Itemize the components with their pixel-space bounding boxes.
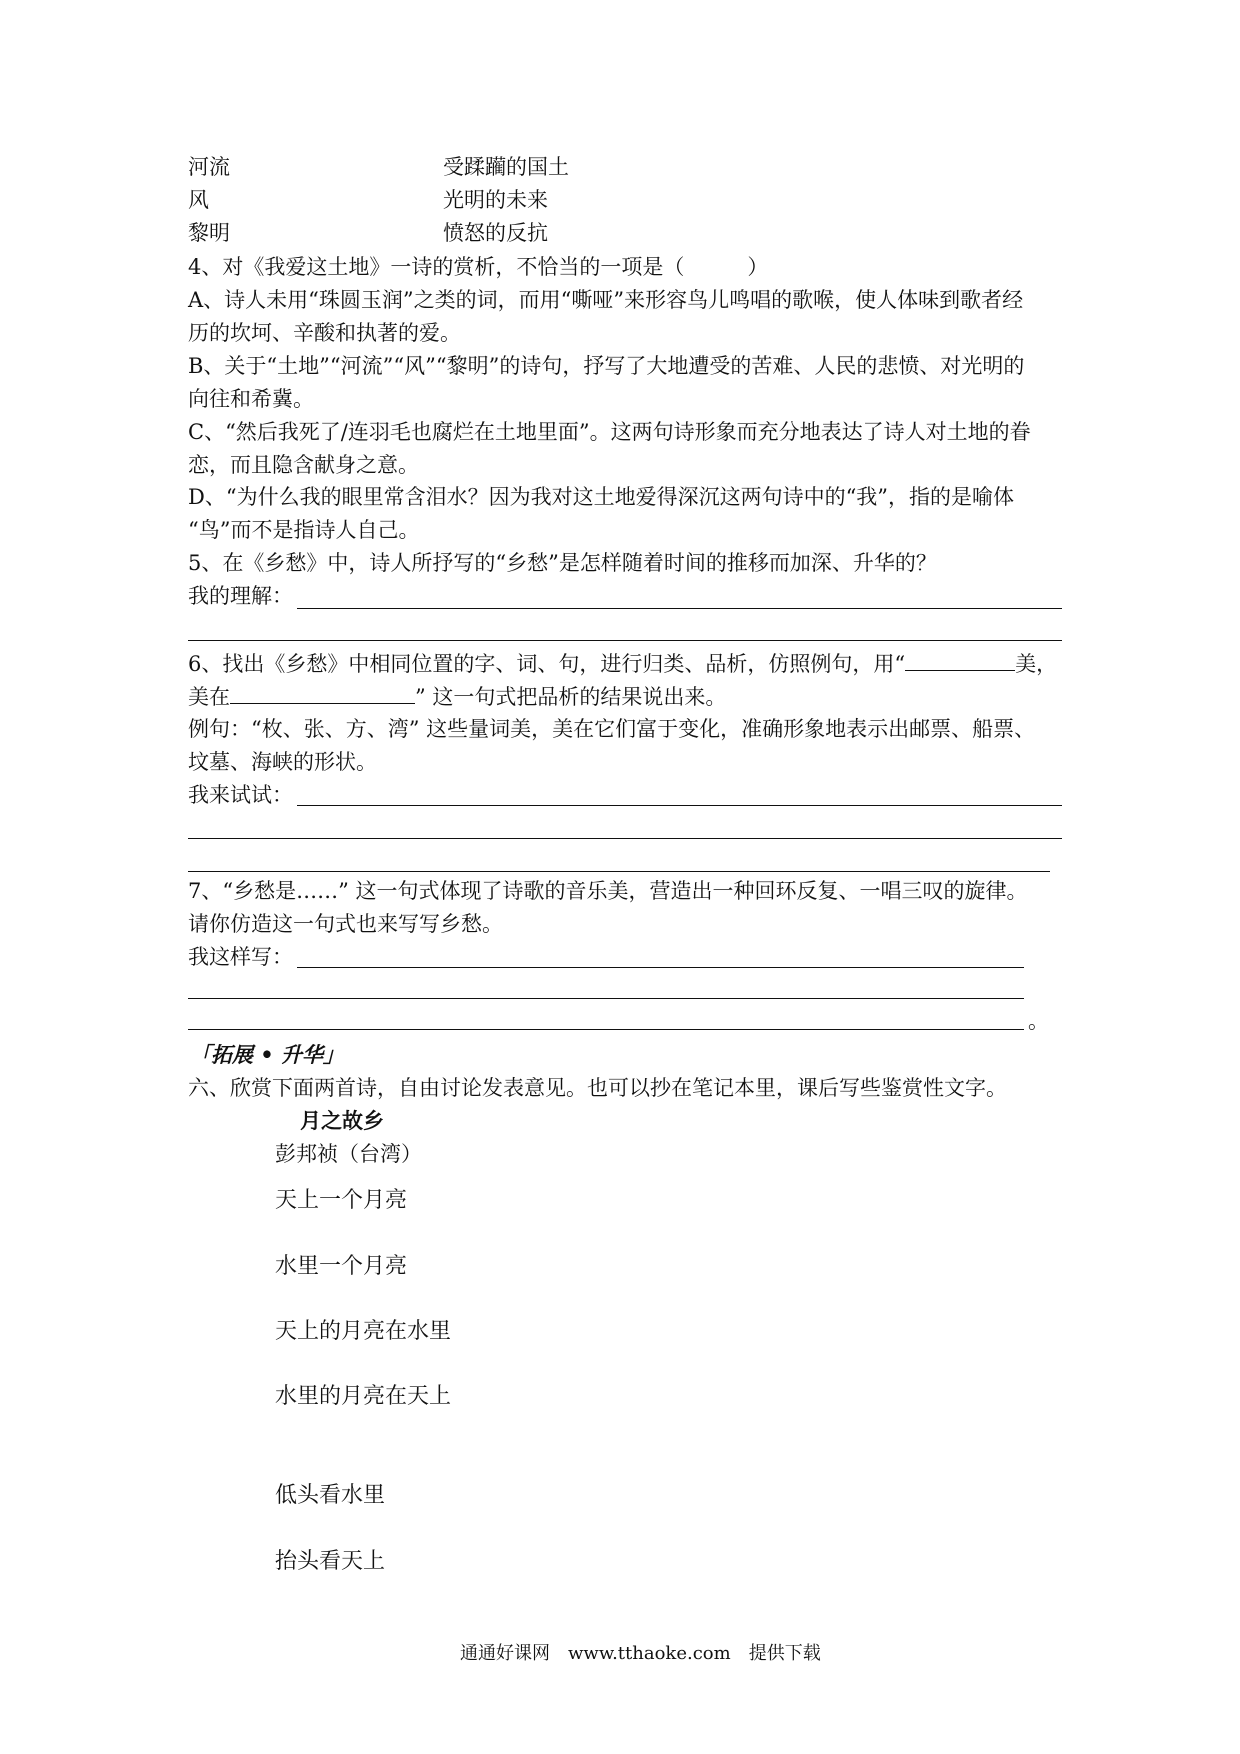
match-left-2: 风 — [188, 188, 209, 212]
q4-option-c-line1: C、“然后我死了/连羽毛也腐烂在土地里面”。这两句诗形象而充分地表达了诗人对土地的眷 — [188, 420, 1031, 444]
q6-answer-line-3[interactable] — [188, 871, 1050, 872]
q6-stem-part3: 美在 — [188, 685, 230, 709]
q7-answer-label: 我这样写： — [188, 945, 293, 969]
poem-line-5: 低头看水里 — [275, 1483, 386, 1508]
footer-text: 通通好课网 www.tthaoke.com 提供下载 — [460, 1643, 821, 1664]
q7-answer-line-2[interactable] — [188, 998, 1024, 999]
match-right-3: 愤怒的反抗 — [443, 221, 548, 245]
q4-option-d-line1: D、“为什么我的眼里常含泪水？因为我对这土地爱得深沉这两句诗中的“我”，指的是喻体 — [188, 485, 1015, 509]
q5-answer-label: 我的理解： — [188, 584, 293, 608]
q6-blank-2[interactable] — [230, 683, 415, 704]
q7-answer-line-1[interactable] — [297, 967, 1024, 968]
match-right-1: 受蹂躏的国土 — [443, 155, 569, 179]
q6-answer-line-1[interactable] — [297, 805, 1062, 806]
q6-answer-label: 我来试试： — [188, 783, 293, 807]
match-left-1: 河流 — [188, 155, 230, 179]
q5-answer-line-2[interactable] — [188, 640, 1062, 641]
q7-stem-line2: 请你仿造这一句式也来写写乡愁。 — [188, 912, 503, 936]
q4-option-b-line1: B、关于“土地”“河流”“风”“黎明”的诗句，抒写了大地遭受的苦难、人民的悲愤、对光明的 — [188, 354, 1025, 378]
q4-option-a-line2: 历的坎坷、辛酸和执著的爱。 — [188, 321, 461, 345]
q6-blank-1[interactable] — [905, 650, 1015, 671]
q7-end-mark: 。 — [1028, 1009, 1049, 1033]
q4-stem: 4、对《我爱这土地》一诗的赏析，不恰当的一项是（ ） — [188, 255, 769, 279]
section-task: 六、欣赏下面两首诗，自由讨论发表意见。也可以抄在笔记本里，课后写些鉴赏性文字。 — [188, 1076, 1007, 1100]
q6-stem-part4: ” 这一句式把品析的结果说出来。 — [415, 685, 727, 709]
q4-option-a-line1: A、诗人未用“珠圆玉润”之类的词，而用“嘶哑”来形容鸟儿鸣唱的歌喉，使人体味到歌者经 — [188, 288, 1024, 312]
poem-author: 彭邦祯（台湾） — [275, 1142, 422, 1166]
q4-option-c-line2: 恋，而且隐含献身之意。 — [188, 453, 419, 477]
q6-stem-part1: 6、找出《乡愁》中相同位置的字、词、句，进行归类、品析，仿照例句，用“ — [188, 652, 906, 676]
poem-line-2: 水里一个月亮 — [275, 1254, 408, 1279]
q6-example-line2: 坟墓、海峡的形状。 — [188, 750, 377, 774]
poem-line-1: 天上一个月亮 — [275, 1188, 408, 1213]
q4-option-b-line2: 向往和希冀。 — [188, 387, 314, 411]
match-right-2: 光明的未来 — [443, 188, 548, 212]
poem-line-4: 水里的月亮在天上 — [275, 1384, 452, 1409]
q6-answer-line-2[interactable] — [188, 838, 1062, 839]
section-heading: 「拓展 • 升华」 — [190, 1042, 345, 1067]
q6-stem-line2 — [188, 683, 726, 710]
poem-title: 月之故乡 — [300, 1108, 384, 1133]
q6-stem-line1 — [188, 650, 1057, 677]
match-left-3: 黎明 — [188, 221, 230, 245]
q5-stem: 5、在《乡愁》中，诗人所抒写的“乡愁”是怎样随着时间的推移而加深、升华的？ — [188, 551, 937, 575]
q5-answer-line-1[interactable] — [297, 608, 1062, 609]
q6-stem-part2: 美， — [1015, 652, 1058, 676]
poem-line-6: 抬头看天上 — [275, 1549, 386, 1574]
poem-line-3: 天上的月亮在水里 — [275, 1319, 452, 1344]
q7-answer-line-3[interactable] — [188, 1029, 1024, 1030]
q7-stem-line1: 7、“乡愁是……” 这一句式体现了诗歌的音乐美，营造出一种回环反复、一唱三叹的旋律。 — [188, 879, 1028, 903]
q6-example-line1: 例句：“枚、张、方、湾” 这些量词美，美在它们富于变化，准确形象地表示出邮票、船票、 — [188, 717, 1036, 741]
q4-option-d-line2: “鸟”而不是指诗人自己。 — [188, 518, 420, 542]
